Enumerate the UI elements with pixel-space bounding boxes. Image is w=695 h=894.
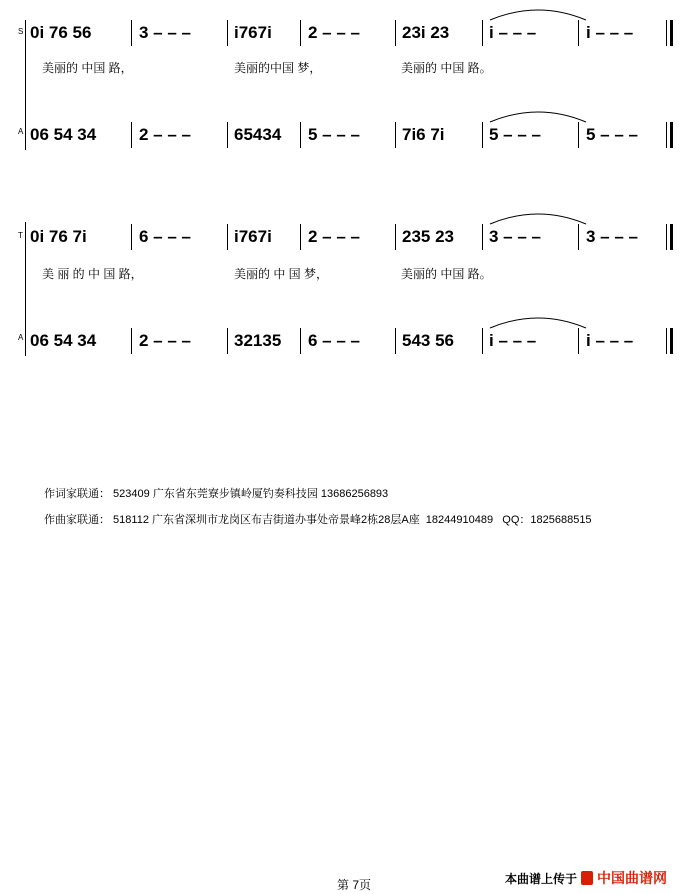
barline bbox=[300, 20, 301, 46]
barline bbox=[482, 328, 483, 354]
barline bbox=[578, 122, 579, 148]
slur bbox=[488, 314, 588, 330]
barline bbox=[482, 224, 483, 250]
measure: i – – – bbox=[489, 331, 537, 350]
measure: 5 – – – bbox=[586, 125, 638, 144]
barline bbox=[300, 328, 301, 354]
lyrics-line: 美 丽 的 中 国 路， bbox=[42, 267, 143, 281]
measure: 06 54 34 bbox=[30, 125, 97, 144]
slur bbox=[488, 108, 588, 124]
barline bbox=[227, 328, 228, 354]
part-label-tenor: T bbox=[18, 231, 23, 240]
barline bbox=[131, 122, 132, 148]
measure: 65434 bbox=[234, 125, 282, 144]
measure: 2 – – – bbox=[308, 23, 360, 42]
measure: i – – – bbox=[489, 23, 537, 42]
lyrics-line: 美丽的 中国 路， bbox=[42, 61, 133, 75]
measure: 0i 76 7i bbox=[30, 227, 87, 246]
measure: 543 56 bbox=[402, 331, 454, 350]
barline bbox=[300, 122, 301, 148]
measure: 0i 76 56 bbox=[30, 23, 92, 42]
part-label-alto: A bbox=[18, 333, 24, 342]
barline bbox=[482, 20, 483, 46]
measure: 23i 23 bbox=[402, 23, 450, 42]
upload-text: 本曲谱上传于 bbox=[505, 871, 578, 886]
measure: 3 – – – bbox=[586, 227, 638, 246]
brand-name[interactable]: 中国曲谱网 bbox=[597, 870, 668, 886]
measure: 2 – – – bbox=[139, 331, 191, 350]
lyrics-line: 美丽的中国 梦， bbox=[234, 61, 322, 75]
slur bbox=[488, 210, 588, 226]
measure: 6 – – – bbox=[139, 227, 191, 246]
measure: 06 54 34 bbox=[30, 331, 97, 350]
staff-tenor bbox=[26, 222, 676, 252]
barline bbox=[131, 20, 132, 46]
measure: i767i bbox=[234, 227, 272, 246]
lyrics-line: 美丽的 中国 路。 bbox=[401, 267, 492, 281]
barline bbox=[300, 224, 301, 250]
composer-contact: 作曲家联通： 518112 广东省深圳市龙岗区布吉街道办事处帝景峰2栋28层A座 18244910489 QQ：1825688515 bbox=[44, 514, 592, 526]
barline bbox=[578, 20, 579, 46]
measure: 3 – – – bbox=[139, 23, 191, 42]
measure: 2 – – – bbox=[139, 125, 191, 144]
staff-alto bbox=[26, 120, 676, 150]
barline bbox=[395, 122, 396, 148]
barline bbox=[227, 122, 228, 148]
measure: 7i6 7i bbox=[402, 125, 445, 144]
measure: 5 – – – bbox=[489, 125, 541, 144]
measure: i767i bbox=[234, 23, 272, 42]
barline bbox=[578, 224, 579, 250]
part-label-alto: A bbox=[18, 127, 24, 136]
barline bbox=[227, 224, 228, 250]
barline bbox=[395, 224, 396, 250]
slur bbox=[488, 6, 588, 22]
staff-alto bbox=[26, 326, 676, 356]
measure: 32135 bbox=[234, 331, 282, 350]
part-label-soprano: S bbox=[18, 27, 24, 36]
barline bbox=[395, 20, 396, 46]
measure: i – – – bbox=[586, 23, 634, 42]
lyricist-contact: 作词家联通： 523409 广东省东莞寮步镇岭厦钓奏科技园 13686256893 bbox=[44, 488, 389, 500]
measure: i – – – bbox=[586, 331, 634, 350]
barline bbox=[482, 122, 483, 148]
barline bbox=[131, 328, 132, 354]
barline bbox=[395, 328, 396, 354]
measure: 5 – – – bbox=[308, 125, 360, 144]
lyrics-line: 美丽的 中国 路。 bbox=[401, 61, 492, 75]
brand-logo-icon bbox=[581, 871, 593, 885]
measure: 2 – – – bbox=[308, 227, 360, 246]
page-number: 第 7页 bbox=[337, 878, 372, 892]
barline bbox=[131, 224, 132, 250]
measure: 235 23 bbox=[402, 227, 454, 246]
site-brand[interactable] bbox=[505, 868, 667, 888]
staff-soprano bbox=[26, 18, 676, 48]
measure: 3 – – – bbox=[489, 227, 541, 246]
barline bbox=[578, 328, 579, 354]
measure: 6 – – – bbox=[308, 331, 360, 350]
barline bbox=[227, 20, 228, 46]
lyrics-line: 美丽的 中 国 梦， bbox=[234, 267, 329, 281]
